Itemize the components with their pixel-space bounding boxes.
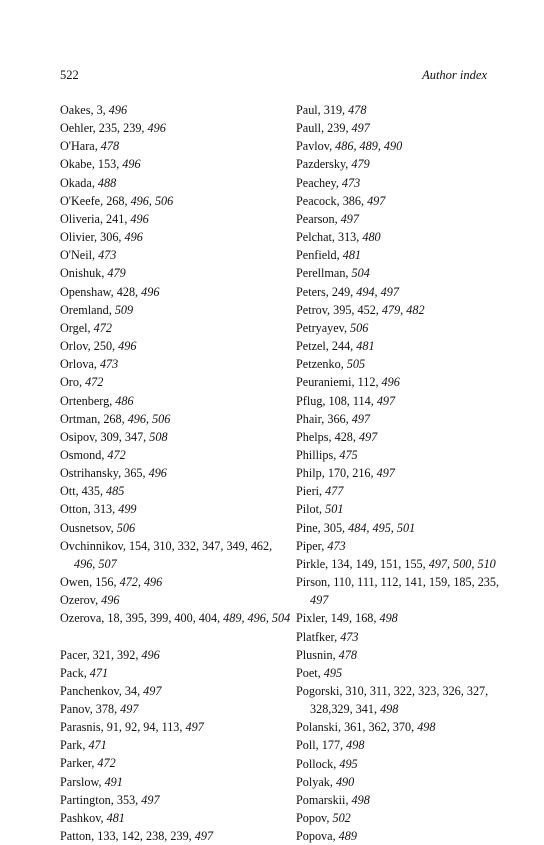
author-name: Orlov (60, 339, 88, 354)
reference-page-italic: 497 (185, 720, 204, 735)
author-name: O'Keefe (60, 193, 101, 208)
index-entry: Polyak, 490 (296, 774, 355, 789)
index-entry: Pogorski, 310, 311, 322, 323, 326, 327, 328,329, 341, 498 (296, 684, 489, 717)
index-entry: Oro, 472 (60, 375, 104, 390)
index-entry: Peachey, 473 (296, 175, 361, 190)
index-entry: Pacer, 321, 392, 496 (60, 647, 160, 662)
reference-page-italic: 497 (143, 683, 162, 698)
index-entry: Ozerova, 18, 395, 399, 400, 404, 489, 496, 504 (60, 611, 291, 626)
author-name: Orgel (60, 320, 88, 335)
reference-page-italic: 472 (85, 375, 104, 390)
author-name: Phillips (296, 447, 334, 462)
page-references: 319 (323, 103, 343, 117)
page-references: 395, 452 (333, 302, 376, 317)
author-name: Pirson (296, 575, 328, 590)
reference-page-italic: 498 (379, 611, 398, 626)
author-name: Ortman (60, 411, 98, 426)
reference-page-italic: 496, 506 (127, 411, 171, 426)
reference-page-italic: 497 (340, 211, 359, 226)
index-entry: Pazdersky, 479 (296, 157, 370, 172)
author-name: Okada (60, 175, 92, 190)
page-references: 249 (331, 284, 351, 299)
author-name: Owen (60, 575, 90, 590)
page-references: 170, 216 (327, 466, 371, 481)
author-name: Peachey (296, 175, 336, 190)
author-name: Petryayev (296, 320, 344, 335)
reference-page-italic: 495 (323, 665, 343, 680)
page-number: 522 (60, 68, 79, 82)
index-entry: Phelps, 428, 497 (296, 429, 378, 444)
index-entry: Ozerov, 496 (60, 593, 120, 608)
reference-page-italic: 497 (376, 393, 396, 408)
author-name: Panchenkov (60, 683, 119, 698)
author-name: Orlova (60, 357, 94, 372)
reference-page-italic: 478 (348, 103, 367, 117)
author-name: Oakes (60, 103, 91, 117)
author-name: Osipov (60, 429, 95, 444)
index-entry: Onishuk, 479 (60, 266, 126, 281)
reference-page-italic: 497 (141, 792, 160, 807)
author-name: Plusnin (296, 647, 333, 662)
author-name: Polyak (296, 774, 330, 789)
index-entry: Owen, 156, 472, 496 (60, 575, 163, 590)
reference-page-italic: 497 (351, 121, 370, 136)
page-references: 112 (357, 375, 376, 390)
page-references: 91, 92, 94, 113 (106, 720, 180, 735)
index-entry: Petzel, 244, 481 (296, 339, 375, 354)
reference-page-italic: 486, 489, 490 (335, 139, 403, 154)
page-references: 3 (96, 103, 103, 117)
reference-page-italic: 473 (341, 175, 361, 190)
author-name: Poet (296, 665, 318, 680)
index-entry: Pollock, 495 (296, 756, 358, 771)
author-name: Ortenberg (60, 393, 110, 408)
reference-page-italic: 472 (107, 447, 126, 462)
reference-page-italic: 479, 482 (381, 302, 425, 317)
author-name: Parasnis (60, 720, 101, 735)
reference-page-italic: 496 (381, 375, 400, 390)
author-name: Otton (60, 502, 88, 517)
reference-page-italic: 497 (376, 466, 395, 481)
index-entry: Polanski, 361, 362, 370, 498 (296, 720, 436, 735)
index-entry: Okabe, 153, 496 (60, 157, 141, 172)
index-entry: Parasnis, 91, 92, 94, 113, 497 (60, 720, 204, 735)
author-name: Parslow (60, 774, 99, 789)
reference-page-italic: 496, 507 (74, 556, 117, 571)
page-references: 108, 114 (328, 393, 371, 408)
author-name: Parker (60, 756, 92, 771)
reference-page-italic: 489, 496, 504 (223, 611, 291, 626)
index-entry: O'Neil, 473 (60, 248, 117, 263)
reference-page-italic: 501 (325, 502, 344, 517)
author-name: Paull (296, 121, 322, 136)
index-entry: Pilot, 501 (296, 502, 344, 517)
index-entry: Peacock, 386, 497 (296, 193, 386, 208)
page-references: 156 (95, 575, 114, 590)
reference-page-italic: 481 (356, 339, 375, 354)
reference-page-italic: 502 (332, 811, 351, 826)
index-entry: Piper, 473 (296, 538, 346, 553)
index-entry: Popova, 489 (296, 829, 357, 844)
index-entry: Pixler, 149, 168, 498 (296, 611, 398, 626)
author-name: Ostrihansky (60, 466, 119, 481)
reference-page-italic: 498 (351, 792, 370, 807)
author-name: Phelps (296, 429, 329, 444)
author-name: Panov (60, 702, 90, 716)
author-name: Ozerov (60, 593, 96, 608)
index-entry: Osipov, 309, 347, 508 (60, 429, 168, 444)
reference-page-italic: 471 (89, 665, 109, 680)
index-entry: Olivier, 306, 496 (60, 230, 143, 245)
reference-page-italic: 479 (107, 266, 126, 281)
index-entry: Pashkov, 481 (60, 810, 125, 825)
index-entry: Pavlov, 486, 489, 490 (296, 139, 403, 154)
author-name: Openshaw (60, 284, 111, 299)
page-references: 241 (106, 211, 125, 226)
page-references: 235, 239 (98, 121, 142, 136)
page-references: 378 (95, 702, 115, 716)
author-name: O'Neil (60, 248, 92, 263)
author-name: Pashkov (60, 810, 101, 825)
page-references: 310, 311, 322, 323, 326, 327, 328,329, 341 (310, 684, 489, 717)
index-entry: Pomarskii, 498 (296, 792, 370, 807)
page-references: 321, 392 (92, 647, 136, 662)
reference-page-italic: 497 (367, 193, 386, 208)
index-entry: Orlova, 473 (60, 357, 119, 372)
reference-page-italic: 496 (130, 211, 149, 226)
index-entry: Plusnin, 478 (296, 647, 357, 662)
author-name: Petrov (296, 302, 328, 317)
author-name: Philp (296, 466, 322, 481)
reference-page-italic: 472, 496 (119, 575, 163, 590)
index-entry: Pflug, 108, 114, 497 (296, 393, 396, 408)
author-name: Pollock (296, 756, 334, 771)
author-name: Petzenko (296, 357, 341, 372)
author-name: Oro (60, 375, 79, 390)
reference-page-italic: 495 (339, 756, 358, 771)
author-name: Okabe (60, 157, 92, 172)
author-name: Pomarskii (296, 792, 346, 807)
author-name: Onishuk (60, 266, 102, 281)
reference-page-italic: 498 (417, 720, 436, 735)
index-entry: Patton, 133, 142, 238, 239, 497 (60, 829, 214, 844)
running-title: Author index (422, 68, 487, 82)
reference-page-italic: 494, 497 (356, 284, 399, 299)
reference-page-italic: 498 (380, 702, 399, 717)
index-entry: Ortenberg, 486 (60, 393, 134, 408)
page-references: 305 (323, 520, 343, 535)
index-entry: Oakes, 3, 496 (60, 103, 128, 117)
page-references: 435 (81, 484, 100, 499)
reference-page-italic: 490 (335, 774, 355, 789)
reference-page-italic: 477 (325, 484, 344, 499)
index-entry: Penfield, 481 (296, 248, 361, 263)
page-references: 18, 395, 399, 400, 404 (107, 611, 218, 626)
reference-page-italic: 481 (106, 810, 125, 825)
page-references: 154, 310, 332, 347, 349, 462 (128, 538, 270, 553)
index-entry: Pirson, 110, 111, 112, 141, 159, 185, 235, 497 (296, 575, 500, 608)
author-name: Osmond (60, 447, 102, 462)
page-references: 306 (100, 230, 119, 245)
author-name: Penfield (296, 248, 337, 263)
index-entry: Ovchinnikov, 154, 310, 332, 347, 349, 462, 496, 507 (60, 538, 273, 571)
page-references: 133, 142, 238, 239 (97, 829, 189, 844)
reference-page-italic: 509 (114, 302, 134, 317)
reference-page-italic: 504 (351, 266, 370, 281)
reference-page-italic: 496, 506 (130, 193, 174, 208)
index-entry: Peuraniemi, 112, 496 (296, 375, 400, 390)
index-entry: Pelchat, 313, 480 (296, 230, 381, 245)
index-entry: Peters, 249, 494, 497 (296, 284, 399, 299)
author-name: Park (60, 738, 83, 753)
reference-page-italic: 472 (97, 756, 116, 771)
author-name: Pelchat (296, 230, 332, 245)
reference-page-italic: 497 (120, 702, 139, 716)
index-entry: Parslow, 491 (60, 774, 123, 789)
index-entry: Ousnetsov, 506 (60, 520, 136, 535)
page-references: 250 (93, 339, 113, 354)
page-references: 153 (97, 157, 117, 172)
author-name: Paul (296, 103, 318, 117)
author-name: Patton (60, 829, 92, 844)
author-name: Partington (60, 792, 111, 807)
index-entry: Otton, 313, 499 (60, 502, 137, 517)
page-references: 149, 168 (330, 611, 374, 626)
reference-page-italic: 484, 495, 501 (348, 520, 416, 535)
index-entry: Oehler, 235, 239, 496 (60, 121, 166, 136)
reference-page-italic: 488 (97, 175, 117, 190)
author-name: Pirkle (296, 556, 326, 571)
index-entry: Orgel, 472 (60, 320, 112, 335)
page-references: 244 (331, 339, 351, 354)
index-entry: Ott, 435, 485 (60, 484, 125, 499)
author-name: Perellman (296, 266, 346, 281)
author-name: Ovchinnikov (60, 538, 123, 553)
author-name: Platfker (296, 629, 335, 644)
page-references: 366 (327, 411, 346, 426)
author-name: Pixler (296, 611, 325, 626)
index-entry: Panchenkov, 34, 497 (60, 683, 162, 698)
author-name: Ott (60, 484, 76, 499)
reference-page-italic: 473 (327, 538, 346, 553)
author-name: Ozerova (60, 611, 102, 626)
reference-page-italic: 489 (338, 829, 357, 844)
index-column-left (60, 101, 292, 845)
author-name: Peacock (296, 193, 337, 208)
reference-page-italic: 499 (118, 502, 137, 517)
page-references: 353 (116, 792, 136, 807)
author-name: O'Hara (60, 139, 95, 154)
reference-page-italic: 496 (124, 230, 143, 245)
reference-page-italic: 496 (108, 103, 128, 117)
page-references: 268 (103, 411, 122, 426)
author-name: Pogorski (296, 684, 340, 698)
page-references: 386 (342, 193, 361, 208)
index-entry: Poll, 177, 498 (296, 738, 365, 753)
reference-page-italic: 506 (116, 520, 136, 535)
index-entry: Ortman, 268, 496, 506 (60, 411, 171, 426)
reference-page-italic: 497 (358, 429, 378, 444)
author-name: Peuraniemi (296, 375, 352, 390)
reference-page-italic: 479 (351, 157, 370, 172)
index-entry: Partington, 353, 497 (60, 792, 160, 807)
index-entry: Orlov, 250, 496 (60, 339, 137, 354)
reference-page-italic: 472 (93, 320, 112, 335)
reference-page-italic: 475 (339, 447, 358, 462)
author-name: Pine (296, 520, 318, 535)
author-name: Pearson (296, 211, 335, 226)
reference-page-italic: 506 (350, 320, 369, 335)
author-name: Popova (296, 829, 333, 844)
page-references: 134, 149, 151, 155 (331, 556, 423, 571)
page-references: 428 (116, 284, 136, 299)
reference-page-italic: 480 (362, 230, 381, 245)
author-name: Pflug (296, 393, 323, 408)
reference-page-italic: 496 (141, 647, 160, 662)
reference-page-italic: 491 (104, 774, 123, 789)
reference-page-italic: 505 (346, 357, 366, 372)
reference-page-italic: 496 (118, 339, 137, 354)
index-entry: Petrov, 395, 452, 479, 482 (296, 302, 425, 317)
index-entry: Petzenko, 505 (296, 357, 366, 372)
index-entry: Parker, 472 (60, 756, 116, 771)
author-name: Popov (296, 811, 327, 826)
author-name: Pacer (60, 647, 87, 662)
reference-page-italic: 486 (115, 393, 134, 408)
reference-page-italic: 478 (100, 139, 120, 154)
reference-page-italic: 478 (338, 647, 357, 662)
page-references: 361, 362, 370 (344, 720, 412, 735)
index-entry: Pieri, 477 (296, 484, 344, 499)
index-entry: O'Keefe, 268, 496, 506 (60, 193, 174, 208)
index-entry: Okada, 488 (60, 175, 117, 190)
index-entry: Panov, 378, 497 (60, 702, 139, 716)
author-name: Pieri (296, 484, 320, 499)
index-entry: Pirkle, 134, 149, 151, 155, 497, 500, 510 (296, 556, 496, 571)
index-entry: Phillips, 475 (296, 447, 358, 462)
index-entry: Ostrihansky, 365, 496 (60, 466, 167, 481)
author-name: Peters (296, 284, 326, 299)
page-references: 365 (124, 466, 143, 481)
index-entry: Philp, 170, 216, 497 (296, 466, 395, 481)
reference-page-italic: 471 (88, 738, 107, 753)
author-name: Poll (296, 738, 316, 753)
index-entry: Park, 471 (60, 738, 107, 753)
author-name: Pazdersky (296, 157, 346, 172)
index-entry: Pack, 471 (60, 665, 109, 680)
author-name: Pilot (296, 502, 320, 517)
index-entry: Oremland, 509 (60, 302, 134, 317)
index-entry: Paull, 239, 497 (296, 121, 370, 136)
reference-page-italic: 496 (141, 284, 160, 299)
index-entry: Pearson, 497 (296, 211, 359, 226)
reference-page-italic: 497, 500, 510 (428, 556, 496, 571)
page-references: 268 (106, 193, 125, 208)
index-column-right (296, 101, 506, 845)
reference-page-italic: 496 (148, 466, 167, 481)
index-entry: Openshaw, 428, 496 (60, 284, 160, 299)
author-name: Oremland (60, 302, 109, 317)
reference-page-italic: 508 (149, 429, 168, 444)
author-name: Olivier (60, 230, 95, 245)
reference-page-italic: 473 (98, 248, 117, 263)
reference-page-italic: 496 (122, 157, 141, 172)
author-name: Pack (60, 665, 84, 680)
reference-page-italic: 473 (99, 357, 119, 372)
page-references: 110, 111, 112, 141, 159, 185, 235 (333, 575, 496, 590)
index-entry: Phair, 366, 497 (296, 411, 370, 426)
reference-page-italic: 497 (194, 829, 214, 844)
index-entry: Paul, 319, 478 (296, 103, 367, 117)
page-references: 239 (327, 121, 346, 136)
author-name: Ousnetsov (60, 520, 111, 535)
reference-page-italic: 497 (351, 411, 370, 426)
index-entry: Poet, 495 (296, 665, 343, 680)
author-name: Oehler (60, 121, 93, 136)
author-name: Polanski (296, 720, 338, 735)
index-entry: O'Hara, 478 (60, 139, 120, 154)
reference-page-italic: 485 (106, 484, 125, 499)
page-references: 34 (124, 683, 138, 698)
index-entry: Pine, 305, 484, 495, 501 (296, 520, 416, 535)
index-entry: Petryayev, 506 (296, 320, 369, 335)
reference-page-italic: 497 (310, 593, 329, 608)
reference-page-italic: 496 (101, 593, 120, 608)
page-references: 313 (337, 230, 357, 245)
index-entry: Oliveria, 241, 496 (60, 211, 149, 226)
page-references: 428 (334, 429, 353, 444)
page-references: 313 (93, 502, 113, 517)
page-references: 177 (321, 738, 341, 753)
author-name: Pavlov (296, 139, 330, 154)
index-entry: Popov, 502 (296, 811, 351, 826)
index-entry: Osmond, 472 (60, 447, 126, 462)
author-name: Oliveria (60, 211, 100, 226)
index-entry: Platfker, 473 (296, 629, 359, 644)
reference-page-italic: 498 (346, 738, 365, 753)
reference-page-italic: 496 (147, 121, 166, 136)
author-name: Piper (296, 538, 322, 553)
page-references: 309, 347 (100, 429, 144, 444)
reference-page-italic: 473 (340, 629, 359, 644)
author-name: Petzel (296, 339, 326, 354)
index-entry: Perellman, 504 (296, 266, 370, 281)
reference-page-italic: 481 (342, 248, 361, 263)
author-name: Phair (296, 411, 322, 426)
